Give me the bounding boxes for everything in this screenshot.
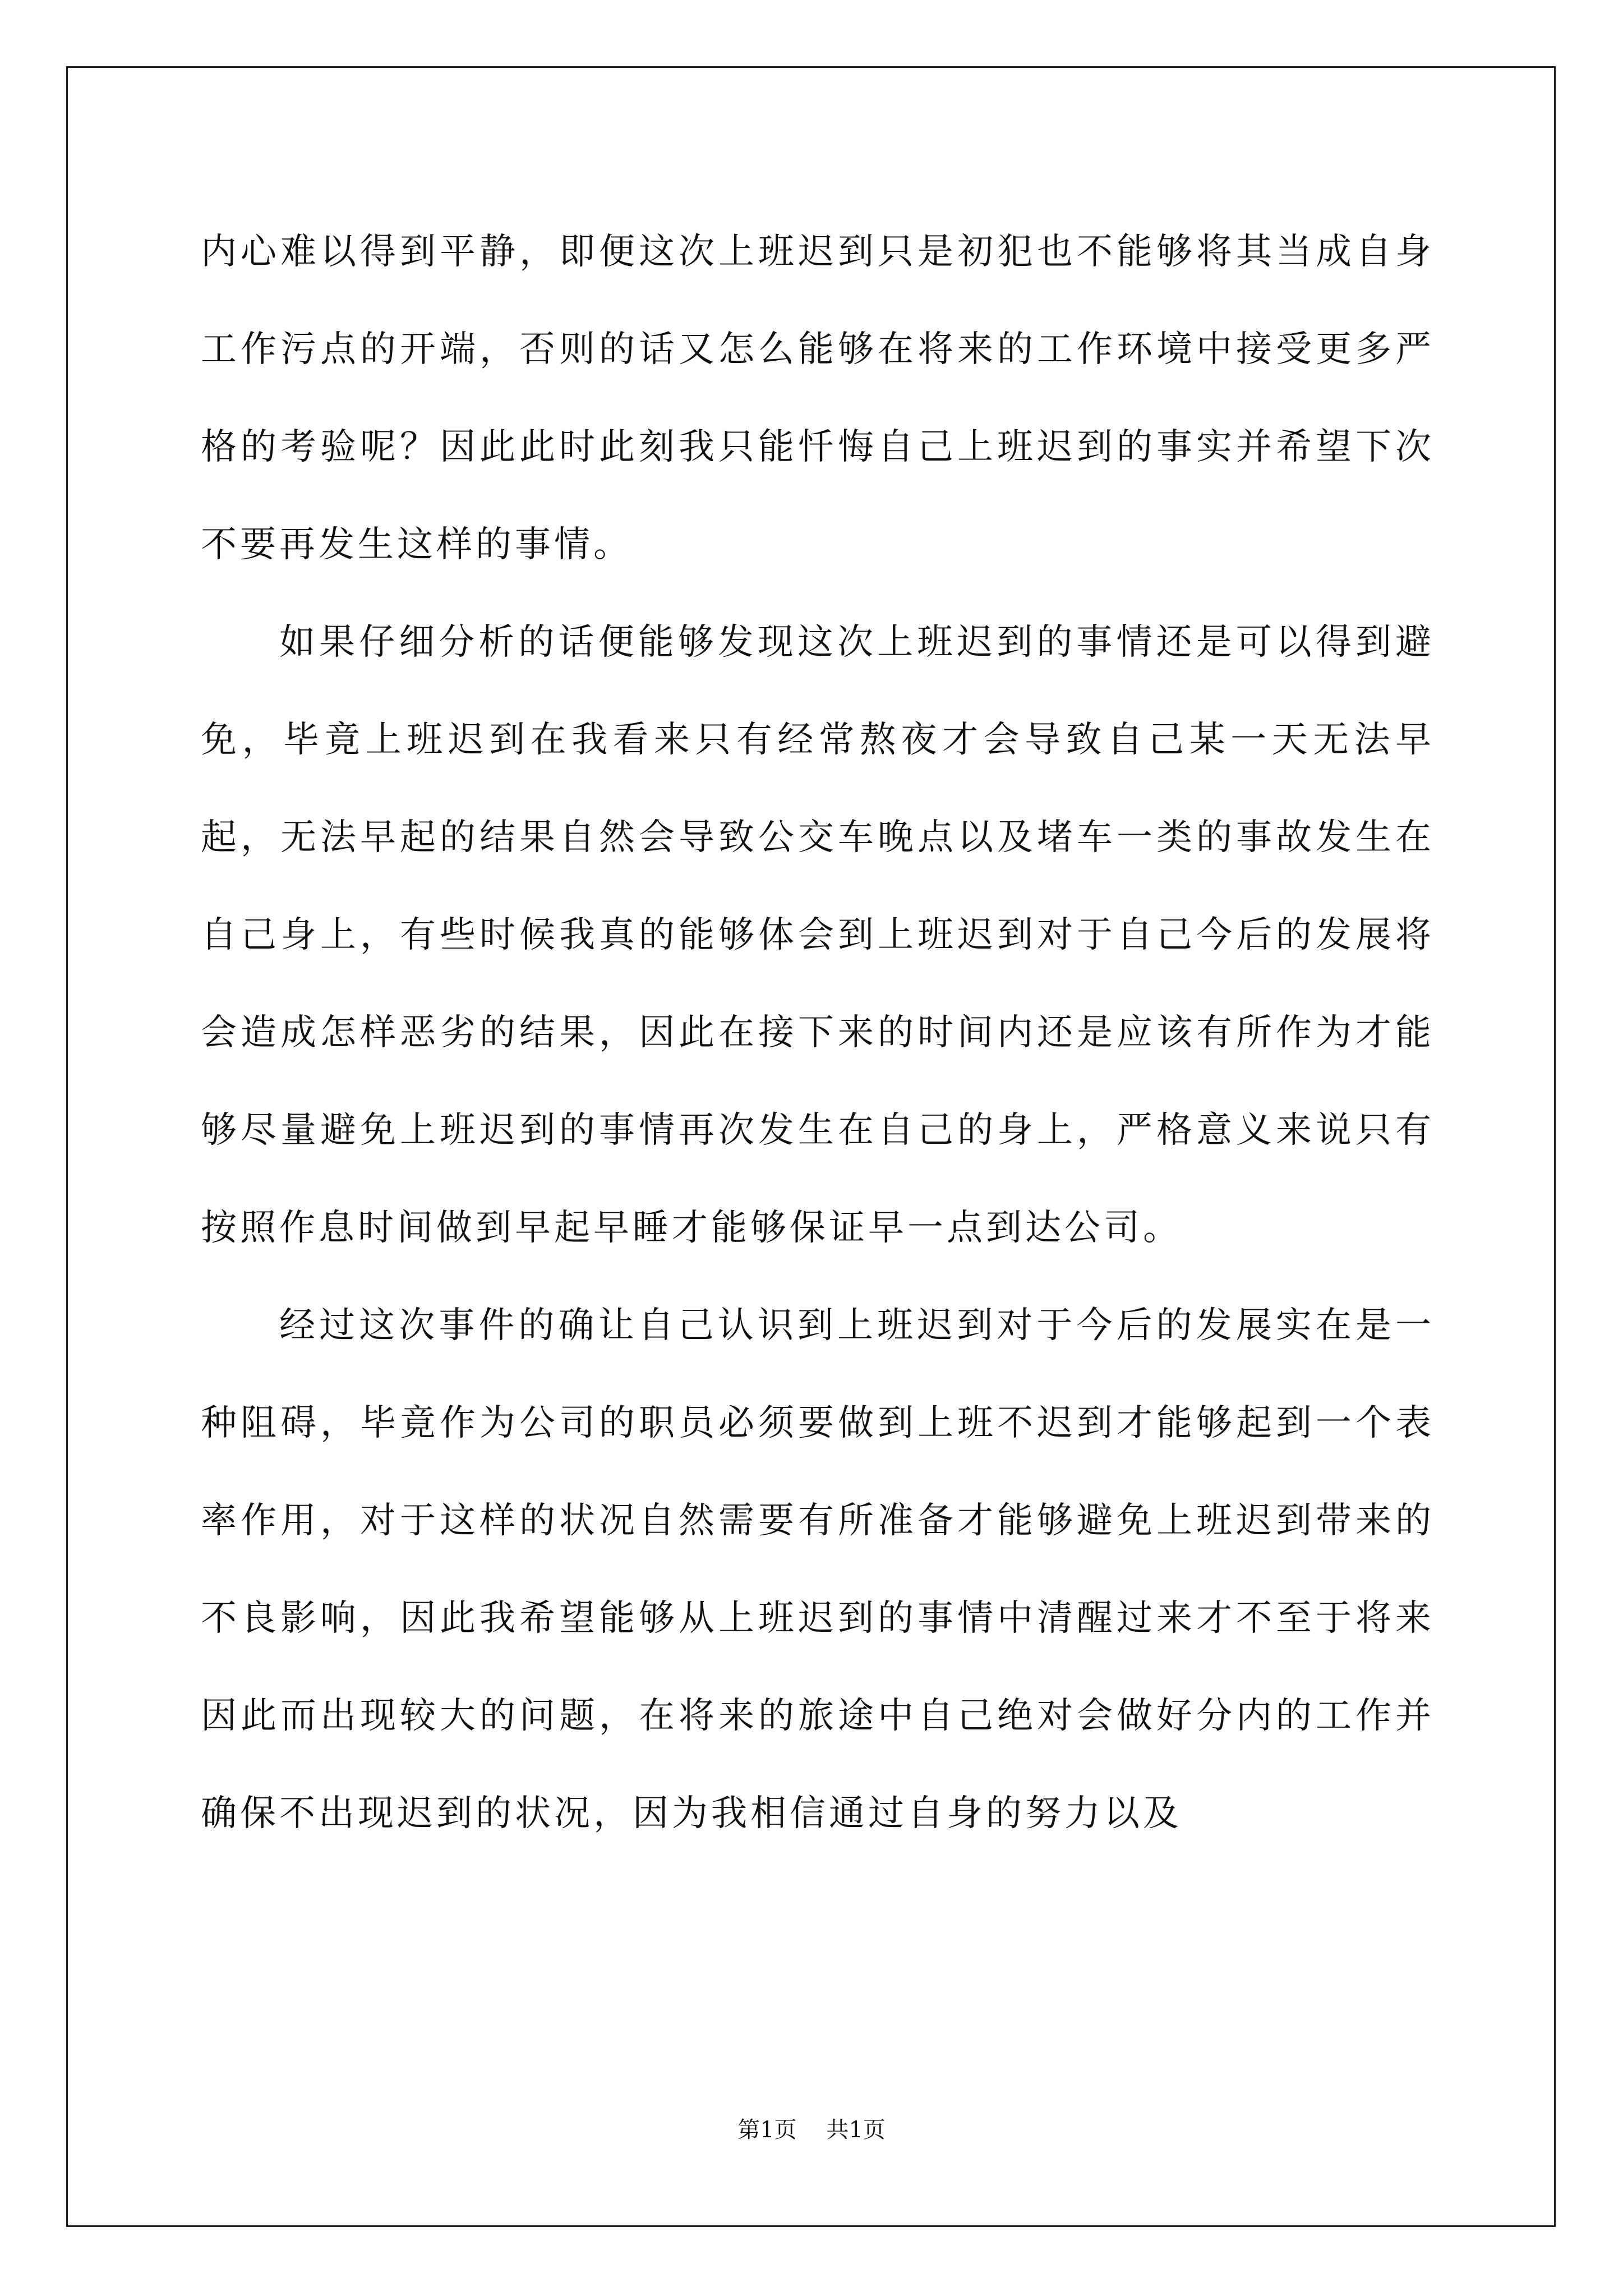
paragraph-1: 内心难以得到平静，即便这次上班迟到只是初犯也不能够将其当成自身工作污点的开端，否则的话又怎么能够在将来的工作环境中接受更多严格的考验呢？因此此时此刻我只能忏悔自己上班迟到的事实并希望下次不要再发生这样的事情。 — [201, 231, 1435, 565]
page-footer — [0, 2112, 1623, 2144]
page-total: 共1页 — [826, 2117, 886, 2143]
paragraph-3: 经过这次事件的确让自己认识到上班迟到对于今后的发展实在是一种阻碍，毕竟作为公司的职员必须要做到上班不迟到才能够起到一个表率作用，对于这样的状况自然需要有所准备才能够避免上班迟到带来的不良影响，因此我希望能够从上班迟到的事情中清醒过来才不至于将来因此而出现较大的问题，在将来的旅途中自己绝对会做好分内的工作并确保不出现迟到的状况，因为我相信通过自身的努力以及 — [201, 1305, 1435, 1834]
paragraph-2: 如果仔细分析的话便能够发现这次上班迟到的事情还是可以得到避免，毕竟上班迟到在我看来只有经常熬夜才会导致自己某一天无法早起，无法早起的结果自然会导致公交车晚点以及堵车一类的事故发生在自己身上，有些时候我真的能够体会到上班迟到对于自己今后的发展将会造成怎样恶劣的结果，因此在接下来的时间内还是应该有所作为才能够尽量避免上班迟到的事情再次发生在自己的身上，严格意义来说只有按照作息时间做到早起早睡才能够保证早一点到达公司。 — [201, 622, 1435, 1249]
document-body — [201, 203, 1435, 1862]
page-number: 第1页 — [737, 2117, 797, 2143]
